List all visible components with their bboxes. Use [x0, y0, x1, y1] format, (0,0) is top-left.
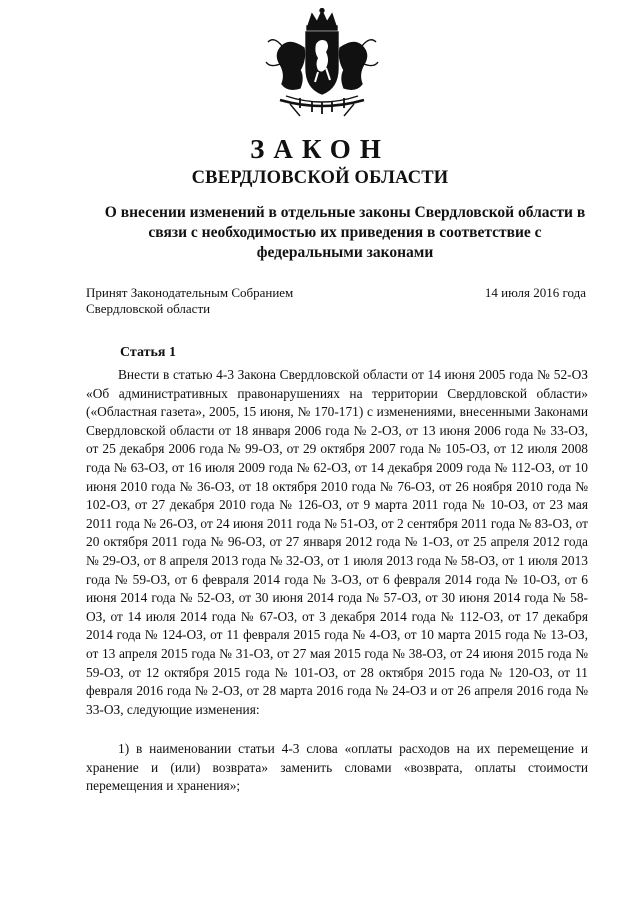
adoption-date: 14 июля 2016 года: [484, 285, 586, 300]
article-heading: Статья 1: [120, 345, 176, 360]
article-body: Внести в статью 4-3 Закона Свердловской области от 14 июня 2005 года № 52-ОЗ «Об административных правонарушениях на территории Свердловской области» («Областная газета», 2005, 15 июня, № 170-171) с изменениями, внесенными Законами Свердловской области от 18 января 2006 года № 2-ОЗ, от 13 июня 2006 года № 33-ОЗ, от 25 декабря 2006 года № 99-ОЗ, от 29 октября 2007 года № 105-ОЗ, от 12 июля 2008 года № 63-ОЗ, от 16 июля 2009 года № 62-ОЗ, от 14 декабря 2009 года № 112-ОЗ, от 10 июня 2010 года № 36-ОЗ, от 18 октября 2010 года № 76-ОЗ, от 26 ноября 2010 года № 102-ОЗ, от 27 декабря 2010 года № 126-ОЗ, от 9 марта 2011 года № 10-ОЗ, от 23 мая 2011 года № 26-ОЗ, от 24 июня 2011 года № 51-ОЗ, от 2 сентября 2011 года № 83-ОЗ, от 20 октября 2011 года № 96-ОЗ, от 27 января 2012 года № 1-ОЗ, от 25 апреля 2012 года № 29-ОЗ, от 8 апреля 2013 года № 32-ОЗ, от 1 июля 2013 года № 58-ОЗ, от 1 июля 2013 года № 59-ОЗ, от 6 февраля 2014 года № 3-ОЗ, от 6 февраля 2014 года № 10-ОЗ, от 6 июня 2014 года № 52-ОЗ, от 30 июня 2014 года № 57-ОЗ, от 30 июня 2014 года № 58-ОЗ, от 14 июля 2014 года № 67-ОЗ, от 3 декабря 2014 года № 112-ОЗ, от 17 декабря 2014 года № 124-ОЗ, от 11 февраля 2015 года № 4-ОЗ, от 10 марта 2015 года № 13-ОЗ, от 13 апреля 2015 года № 31-ОЗ, от 27 мая 2015 года № 38-ОЗ, от 24 июня 2015 года № 59-ОЗ, от 12 октября 2015 года № 101-ОЗ, от 28 октября 2015 года № 120-ОЗ, от 11 февраля 2016 года № 2-ОЗ, от 28 марта 2016 года № 24-ОЗ и от 26 апреля 2016 года № 33-ОЗ, следующие изменения:: [86, 367, 588, 717]
region-name: СВЕРДЛОВСКОЙ ОБЛАСТИ: [191, 168, 449, 188]
article-item-1: 1) в наименовании статьи 4-3 слова «оплаты расходов на их перемещение и хранение и (или) возврата» заменить словами «возврата, оплаты стоимости перемещения и хранения»;: [86, 741, 588, 794]
document-title: ЗАКОН: [250, 134, 390, 164]
coat-of-arms-icon: [260, 8, 384, 120]
law-subject: О внесении изменений в отдельные законы Свердловской области в связи с необходимостью их приведения в соответствие с федеральными законами: [104, 204, 586, 261]
adopted-by: Принят Законодательным Собранием Свердловской области: [86, 285, 294, 316]
